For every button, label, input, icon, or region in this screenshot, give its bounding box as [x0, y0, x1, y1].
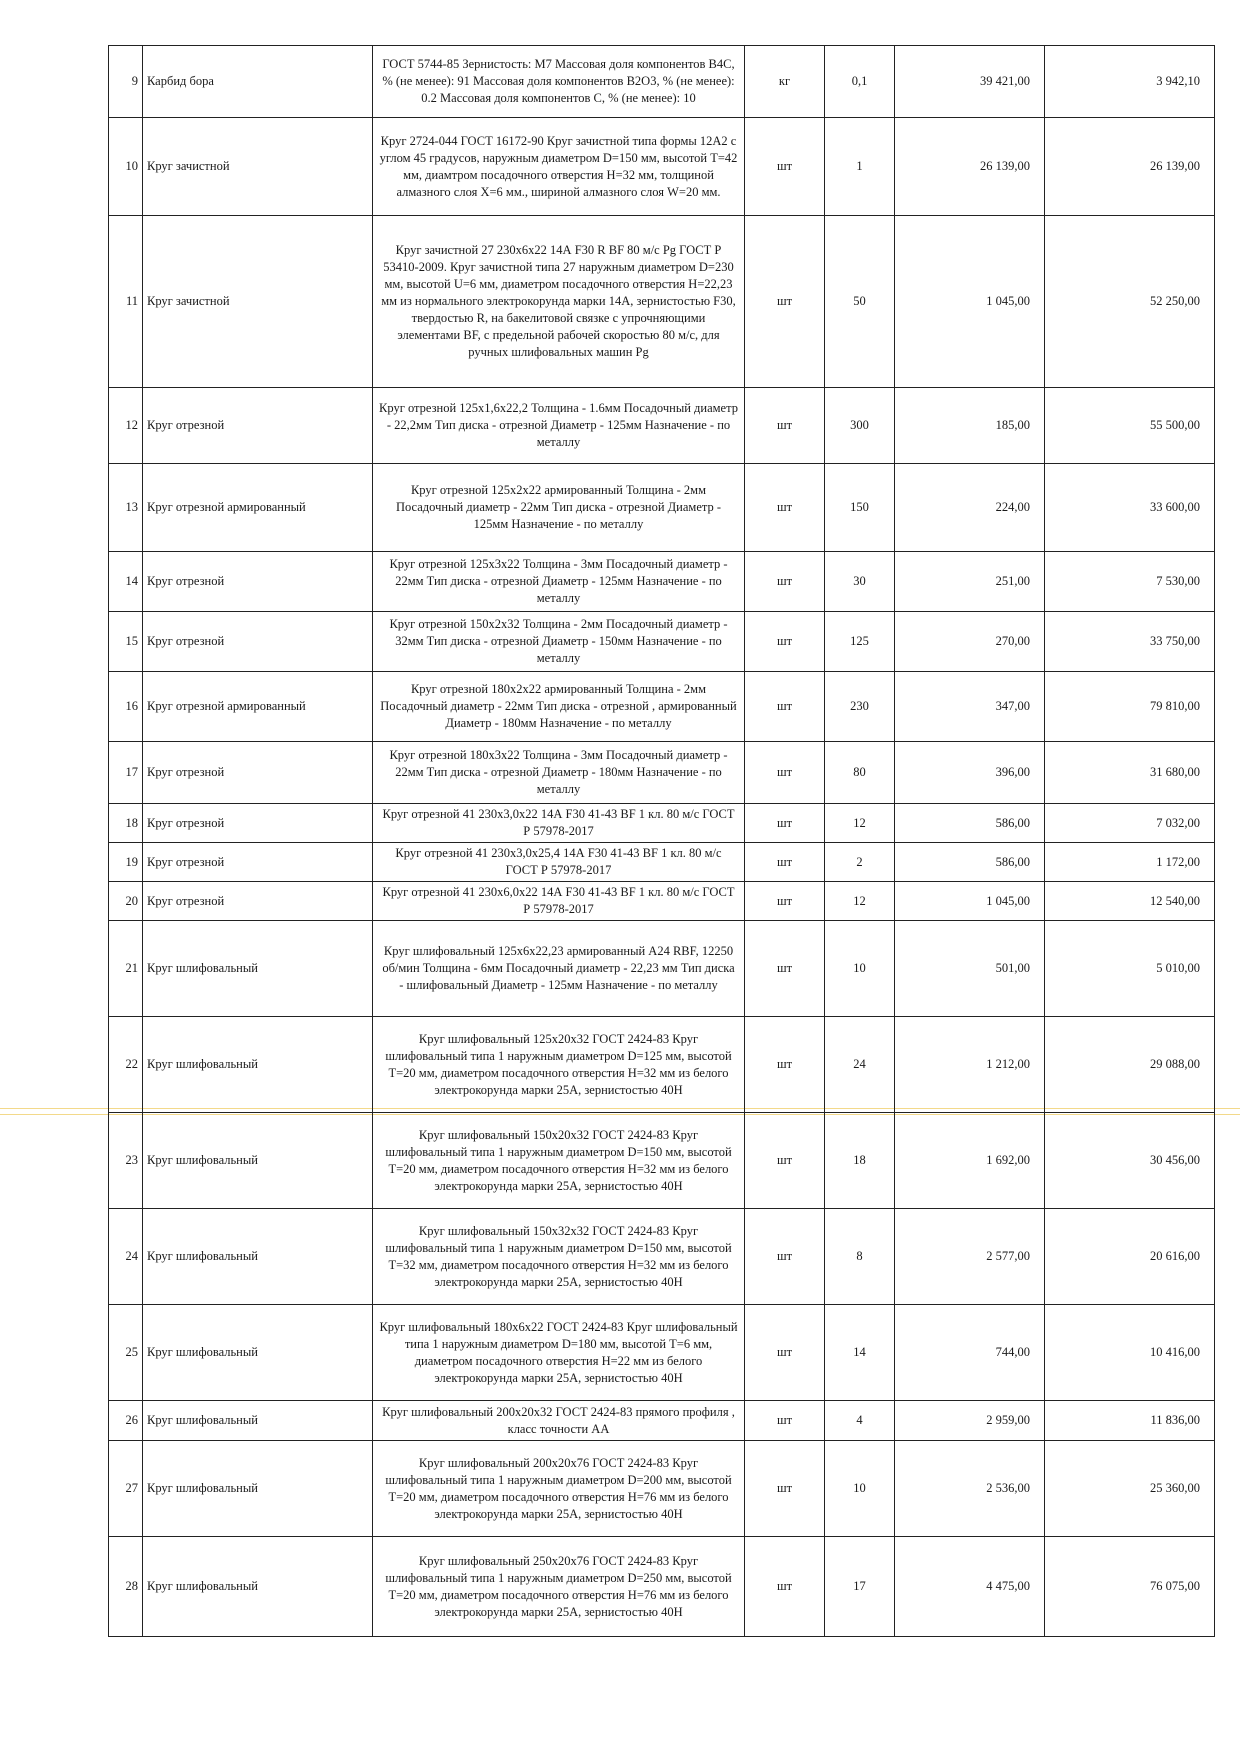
cell-qty: 10	[825, 921, 895, 1017]
cell-unit: шт	[745, 742, 825, 804]
table-row	[109, 118, 1215, 216]
cell-price: 1 045,00	[895, 882, 1045, 921]
cell-qty: 1	[825, 118, 895, 216]
cell-total: 55 500,00	[1045, 388, 1215, 464]
cell-name: Круг шлифовальный	[143, 1017, 373, 1113]
cell-qty: 30	[825, 552, 895, 612]
cell-num: 27	[109, 1441, 143, 1537]
cell-desc: Круг отрезной 41 230х3,0х22 14А F30 41-43 BF 1 кл. 80 м/с ГОСТ Р 57978-2017	[373, 804, 745, 843]
table-row	[109, 216, 1215, 388]
cell-total: 25 360,00	[1045, 1441, 1215, 1537]
cell-num: 21	[109, 921, 143, 1017]
table-row	[109, 742, 1215, 804]
cell-total: 31 680,00	[1045, 742, 1215, 804]
cell-price: 185,00	[895, 388, 1045, 464]
cell-num: 25	[109, 1305, 143, 1401]
cell-desc: ГОСТ 5744-85 Зернистость: М7 Массовая доля компонентов В4С, % (не менее): 91 Массовая доля компонентов В2О3, % (не менее): 0.2 Массовая доля компонентов С, % (не менее): 10	[373, 46, 745, 118]
cell-total: 20 616,00	[1045, 1209, 1215, 1305]
cell-num: 18	[109, 804, 143, 843]
cell-num: 13	[109, 464, 143, 552]
cell-name: Круг шлифовальный	[143, 1441, 373, 1537]
cell-qty: 12	[825, 882, 895, 921]
items-table	[108, 45, 1215, 1637]
cell-desc: Круг отрезной 150х2х32 Толщина - 2мм Посадочный диаметр - 32мм Тип диска - отрезной Диаметр - 150мм Назначение - по металлу	[373, 612, 745, 672]
cell-qty: 10	[825, 1441, 895, 1537]
cell-unit: кг	[745, 46, 825, 118]
cell-unit: шт	[745, 882, 825, 921]
cell-unit: шт	[745, 1401, 825, 1441]
cell-desc: Круг отрезной 125х3х22 Толщина - 3мм Посадочный диаметр - 22мм Тип диска - отрезной Диаметр - 125мм Назначение - по металлу	[373, 552, 745, 612]
cell-name: Круг зачистной	[143, 118, 373, 216]
table-row	[109, 464, 1215, 552]
cell-qty: 230	[825, 672, 895, 742]
cell-price: 4 475,00	[895, 1537, 1045, 1637]
cell-price: 501,00	[895, 921, 1045, 1017]
cell-qty: 17	[825, 1537, 895, 1637]
cell-num: 14	[109, 552, 143, 612]
cell-qty: 0,1	[825, 46, 895, 118]
table-row	[109, 612, 1215, 672]
cell-name: Круг шлифовальный	[143, 1209, 373, 1305]
cell-num: 28	[109, 1537, 143, 1637]
cell-total: 52 250,00	[1045, 216, 1215, 388]
cell-num: 19	[109, 843, 143, 882]
cell-name: Круг отрезной	[143, 882, 373, 921]
cell-total: 79 810,00	[1045, 672, 1215, 742]
cell-name: Круг отрезной	[143, 843, 373, 882]
cell-desc: Круг зачистной 27 230х6х22 14А F30 R BF 80 м/с Pg ГОСТ Р 53410-2009. Круг зачистной типа 27 наружным диаметром D=230 мм, высотой U=6 мм, диаметром посадочного отверстия Н=22,23 мм из нормального электрокорунда марки 14А, зернистостью F30, твердостью R, на бакелитовой связке с упрочняющими элементами BF, с предельной рабочей скоростью 80 м/с, для ручных шлифовальных машин Pg	[373, 216, 745, 388]
cell-total: 7 530,00	[1045, 552, 1215, 612]
table-row	[109, 1401, 1215, 1441]
cell-price: 1 212,00	[895, 1017, 1045, 1113]
cell-num: 23	[109, 1113, 143, 1209]
cell-name: Круг шлифовальный	[143, 1401, 373, 1441]
cell-qty: 300	[825, 388, 895, 464]
cell-num: 9	[109, 46, 143, 118]
cell-qty: 24	[825, 1017, 895, 1113]
cell-qty: 14	[825, 1305, 895, 1401]
cell-price: 2 577,00	[895, 1209, 1045, 1305]
cell-total: 30 456,00	[1045, 1113, 1215, 1209]
cell-desc: Круг шлифовальный 150х20х32 ГОСТ 2424-83 Круг шлифовальный типа 1 наружным диаметром D=150 мм, высотой Т=20 мм, диаметром посадочного отверстия Н=32 мм из белого электрокорунда марки 25А, зернистостью 40Н	[373, 1113, 745, 1209]
cell-desc: Круг отрезной 180х3х22 Толщина - 3мм Посадочный диаметр - 22мм Тип диска - отрезной Диаметр - 180мм Назначение - по металлу	[373, 742, 745, 804]
table-row	[109, 388, 1215, 464]
document-page	[108, 45, 1214, 1637]
cell-price: 396,00	[895, 742, 1045, 804]
cell-qty: 8	[825, 1209, 895, 1305]
cell-qty: 18	[825, 1113, 895, 1209]
table-row	[109, 1113, 1215, 1209]
cell-unit: шт	[745, 672, 825, 742]
table-row	[109, 1209, 1215, 1305]
cell-qty: 150	[825, 464, 895, 552]
cell-unit: шт	[745, 921, 825, 1017]
cell-unit: шт	[745, 1017, 825, 1113]
cell-price: 26 139,00	[895, 118, 1045, 216]
cell-name: Круг шлифовальный	[143, 1113, 373, 1209]
cell-desc: Круг отрезной 125х2х22 армированный Толщина - 2мм Посадочный диаметр - 22мм Тип диска - отрезной Диаметр - 125мм Назначение - по металлу	[373, 464, 745, 552]
table-row	[109, 1441, 1215, 1537]
cell-unit: шт	[745, 464, 825, 552]
cell-num: 26	[109, 1401, 143, 1441]
cell-unit: шт	[745, 1305, 825, 1401]
table-row	[109, 1305, 1215, 1401]
cell-qty: 12	[825, 804, 895, 843]
table-row	[109, 1537, 1215, 1637]
cell-name: Круг зачистной	[143, 216, 373, 388]
cell-price: 586,00	[895, 804, 1045, 843]
table-row	[109, 921, 1215, 1017]
cell-qty: 4	[825, 1401, 895, 1441]
cell-name: Карбид бора	[143, 46, 373, 118]
cell-desc: Круг шлифовальный 250х20х76 ГОСТ 2424-83 Круг шлифовальный типа 1 наружным диаметром D=250 мм, высотой Т=20 мм, диаметром посадочного отверстия Н=76 мм из белого электрокорунда марки 25А, зернистостью 40Н	[373, 1537, 745, 1637]
cell-total: 10 416,00	[1045, 1305, 1215, 1401]
cell-desc: Круг шлифовальный 200х20х32 ГОСТ 2424-83 прямого профиля , класс точности АА	[373, 1401, 745, 1441]
cell-total: 76 075,00	[1045, 1537, 1215, 1637]
cell-unit: шт	[745, 388, 825, 464]
cell-name: Круг шлифовальный	[143, 921, 373, 1017]
cell-desc: Круг отрезной 180х2х22 армированный Толщина - 2мм Посадочный диаметр - 22мм Тип диска - отрезной , армированный Диаметр - 180мм Назначение - по металлу	[373, 672, 745, 742]
cell-desc: Круг отрезной 41 230х3,0х25,4 14А F30 41-43 BF 1 кл. 80 м/с ГОСТ Р 57978-2017	[373, 843, 745, 882]
table-row	[109, 1017, 1215, 1113]
cell-name: Круг отрезной	[143, 742, 373, 804]
cell-unit: шт	[745, 843, 825, 882]
cell-total: 11 836,00	[1045, 1401, 1215, 1441]
cell-total: 33 750,00	[1045, 612, 1215, 672]
table-row	[109, 552, 1215, 612]
cell-unit: шт	[745, 1441, 825, 1537]
cell-name: Круг отрезной	[143, 388, 373, 464]
cell-price: 251,00	[895, 552, 1045, 612]
cell-unit: шт	[745, 1113, 825, 1209]
cell-qty: 125	[825, 612, 895, 672]
cell-price: 270,00	[895, 612, 1045, 672]
cell-price: 586,00	[895, 843, 1045, 882]
cell-unit: шт	[745, 612, 825, 672]
table-row	[109, 46, 1215, 118]
cell-price: 347,00	[895, 672, 1045, 742]
cell-desc: Круг шлифовальный 125х20х32 ГОСТ 2424-83 Круг шлифовальный типа 1 наружным диаметром D=125 мм, высотой Т=20 мм, диаметром посадочного отверстия Н=32 мм из белого электрокорунда марки 25А, зернистостью 40Н	[373, 1017, 745, 1113]
cell-price: 744,00	[895, 1305, 1045, 1401]
table-row	[109, 843, 1215, 882]
cell-name: Круг отрезной	[143, 612, 373, 672]
cell-qty: 2	[825, 843, 895, 882]
cell-price: 39 421,00	[895, 46, 1045, 118]
cell-desc: Круг 2724-044 ГОСТ 16172-90 Круг зачистной типа формы 12А2 с углом 45 градусов, наружным диаметром D=150 мм, высотой Т=42 мм, диамтром посадочного отверстия Н=32 мм, толщиной алмазного слоя Х=6 мм., шириной алмазного слоя W=20 мм.	[373, 118, 745, 216]
cell-desc: Круг отрезной 125х1,6х22,2 Толщина - 1.6мм Посадочный диаметр - 22,2мм Тип диска - отрезной Диаметр - 125мм Назначение - по металлу	[373, 388, 745, 464]
cell-price: 2 536,00	[895, 1441, 1045, 1537]
cell-total: 1 172,00	[1045, 843, 1215, 882]
cell-desc: Круг шлифовальный 125х6х22,23 армированный А24 RBF, 12250 об/мин Толщина - 6мм Посадочный диаметр - 22,23 мм Тип диска - шлифовальный Диаметр - 125мм Назначение - по металлу	[373, 921, 745, 1017]
cell-num: 17	[109, 742, 143, 804]
cell-num: 16	[109, 672, 143, 742]
items-table-body	[109, 46, 1215, 1637]
cell-unit: шт	[745, 216, 825, 388]
cell-name: Круг отрезной	[143, 804, 373, 843]
cell-qty: 50	[825, 216, 895, 388]
cell-num: 10	[109, 118, 143, 216]
cell-price: 1 045,00	[895, 216, 1045, 388]
cell-total: 33 600,00	[1045, 464, 1215, 552]
cell-price: 2 959,00	[895, 1401, 1045, 1441]
cell-desc: Круг шлифовальный 150х32х32 ГОСТ 2424-83 Круг шлифовальный типа 1 наружным диаметром D=150 мм, высотой Т=32 мм, диаметром посадочного отверстия Н=32 мм из белого электрокорунда марки 25А, зернистостью 40Н	[373, 1209, 745, 1305]
cell-num: 11	[109, 216, 143, 388]
table-row	[109, 804, 1215, 843]
cell-unit: шт	[745, 118, 825, 216]
cell-unit: шт	[745, 804, 825, 843]
cell-total: 29 088,00	[1045, 1017, 1215, 1113]
cell-qty: 80	[825, 742, 895, 804]
cell-total: 12 540,00	[1045, 882, 1215, 921]
cell-num: 22	[109, 1017, 143, 1113]
cell-price: 1 692,00	[895, 1113, 1045, 1209]
cell-num: 24	[109, 1209, 143, 1305]
cell-total: 7 032,00	[1045, 804, 1215, 843]
cell-name: Круг шлифовальный	[143, 1537, 373, 1637]
cell-total: 3 942,10	[1045, 46, 1215, 118]
cell-name: Круг отрезной армированный	[143, 464, 373, 552]
cell-num: 12	[109, 388, 143, 464]
cell-unit: шт	[745, 1537, 825, 1637]
cell-unit: шт	[745, 1209, 825, 1305]
table-row	[109, 672, 1215, 742]
cell-unit: шт	[745, 552, 825, 612]
cell-total: 5 010,00	[1045, 921, 1215, 1017]
cell-total: 26 139,00	[1045, 118, 1215, 216]
cell-name: Круг отрезной	[143, 552, 373, 612]
table-row	[109, 882, 1215, 921]
cell-num: 20	[109, 882, 143, 921]
cell-num: 15	[109, 612, 143, 672]
cell-name: Круг шлифовальный	[143, 1305, 373, 1401]
cell-desc: Круг шлифовальный 180х6х22 ГОСТ 2424-83 Круг шлифовальный типа 1 наружным диаметром D=180 мм, высотой Т=6 мм, диаметром посадочного отверстия Н=22 мм из белого электрокорунда марки 25А, зернистостью 40Н	[373, 1305, 745, 1401]
cell-price: 224,00	[895, 464, 1045, 552]
cell-desc: Круг отрезной 41 230х6,0х22 14А F30 41-43 BF 1 кл. 80 м/с ГОСТ Р 57978-2017	[373, 882, 745, 921]
cell-desc: Круг шлифовальный 200х20х76 ГОСТ 2424-83 Круг шлифовальный типа 1 наружным диаметром D=200 мм, высотой Т=20 мм, диаметром посадочного отверстия Н=76 мм из белого электрокорунда марки 25А, зернистостью 40Н	[373, 1441, 745, 1537]
cell-name: Круг отрезной армированный	[143, 672, 373, 742]
